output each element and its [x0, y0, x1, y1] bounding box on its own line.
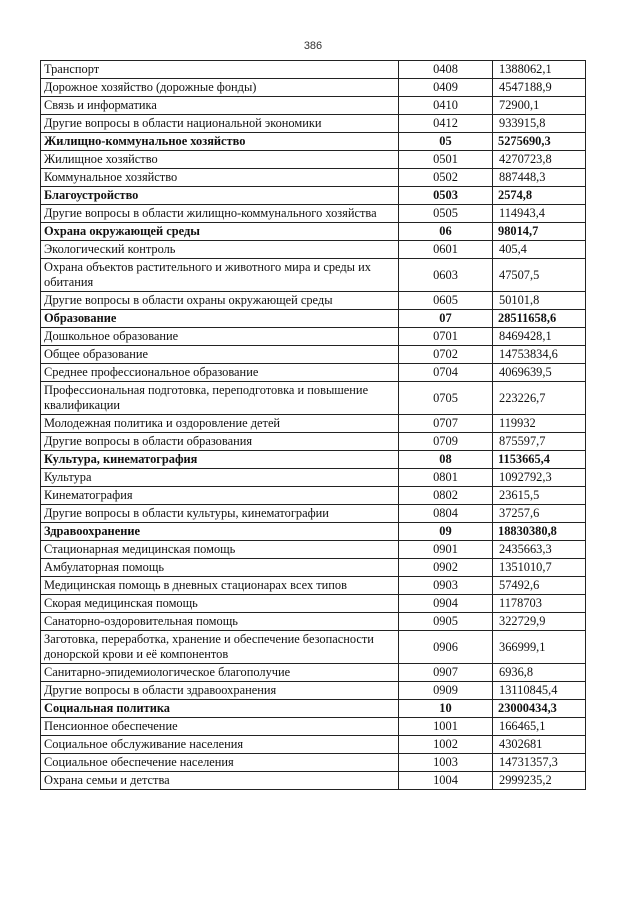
- row-code-cell: 0412: [399, 115, 493, 133]
- section-row: [41, 133, 586, 151]
- row-code-cell: 0701: [399, 328, 493, 346]
- table-row: [41, 115, 586, 133]
- row-name-cell: Другие вопросы в области образования: [41, 433, 399, 451]
- row-amount-cell: 50101,8: [493, 292, 586, 310]
- row-name-cell: Охрана семьи и детства: [41, 772, 399, 790]
- row-name-cell: Образование: [41, 310, 399, 328]
- row-code-cell: 1003: [399, 754, 493, 772]
- row-amount-cell: 72900,1: [493, 97, 586, 115]
- row-amount-cell: 119932: [493, 415, 586, 433]
- section-row: [41, 523, 586, 541]
- row-code-cell: 0410: [399, 97, 493, 115]
- row-amount-cell: 4547188,9: [493, 79, 586, 97]
- row-name-cell: Дорожное хозяйство (дорожные фонды): [41, 79, 399, 97]
- table-row: [41, 754, 586, 772]
- table-row: [41, 469, 586, 487]
- table-row: [41, 61, 586, 79]
- budget-table: [40, 60, 586, 790]
- row-code-cell: 0709: [399, 433, 493, 451]
- row-code-cell: 0505: [399, 205, 493, 223]
- table-row: [41, 487, 586, 505]
- row-amount-cell: 5275690,3: [493, 133, 586, 151]
- table-row: [41, 328, 586, 346]
- table-row: [41, 97, 586, 115]
- row-name-cell: Среднее профессиональное образование: [41, 364, 399, 382]
- row-name-cell: Кинематография: [41, 487, 399, 505]
- table-row: [41, 664, 586, 682]
- table-row: [41, 433, 586, 451]
- table-row: [41, 79, 586, 97]
- row-amount-cell: 47507,5: [493, 259, 586, 292]
- row-amount-cell: 28511658,6: [493, 310, 586, 328]
- row-code-cell: 0503: [399, 187, 493, 205]
- row-code-cell: 0409: [399, 79, 493, 97]
- row-amount-cell: 405,4: [493, 241, 586, 259]
- row-amount-cell: 23615,5: [493, 487, 586, 505]
- table-row: [41, 541, 586, 559]
- table-row: [41, 718, 586, 736]
- row-amount-cell: 1178703: [493, 595, 586, 613]
- row-name-cell: Медицинская помощь в дневных стационарах всех типов: [41, 577, 399, 595]
- section-row: [41, 187, 586, 205]
- row-name-cell: Пенсионное обеспечение: [41, 718, 399, 736]
- table-row: [41, 364, 586, 382]
- row-code-cell: 0901: [399, 541, 493, 559]
- row-name-cell: Санитарно-эпидемиологическое благополучие: [41, 664, 399, 682]
- row-amount-cell: 1092792,3: [493, 469, 586, 487]
- row-amount-cell: 1388062,1: [493, 61, 586, 79]
- row-name-cell: Другие вопросы в области здравоохранения: [41, 682, 399, 700]
- row-name-cell: Общее образование: [41, 346, 399, 364]
- row-amount-cell: 2435663,3: [493, 541, 586, 559]
- budget-table-body: [41, 61, 586, 790]
- row-amount-cell: 14731357,3: [493, 754, 586, 772]
- row-name-cell: Социальная политика: [41, 700, 399, 718]
- row-amount-cell: 166465,1: [493, 718, 586, 736]
- table-row: [41, 772, 586, 790]
- row-amount-cell: 114943,4: [493, 205, 586, 223]
- row-name-cell: Дошкольное образование: [41, 328, 399, 346]
- row-amount-cell: 2574,8: [493, 187, 586, 205]
- row-name-cell: Санаторно-оздоровительная помощь: [41, 613, 399, 631]
- row-amount-cell: 18830380,8: [493, 523, 586, 541]
- row-code-cell: 0903: [399, 577, 493, 595]
- row-amount-cell: 875597,7: [493, 433, 586, 451]
- table-row: [41, 292, 586, 310]
- row-code-cell: 05: [399, 133, 493, 151]
- table-row: [41, 169, 586, 187]
- table-row: [41, 382, 586, 415]
- table-row: [41, 415, 586, 433]
- row-name-cell: Социальное обслуживание населения: [41, 736, 399, 754]
- page-number: 386: [303, 40, 323, 52]
- row-code-cell: 0802: [399, 487, 493, 505]
- row-amount-cell: 14753834,6: [493, 346, 586, 364]
- row-code-cell: 0804: [399, 505, 493, 523]
- row-code-cell: 08: [399, 451, 493, 469]
- row-code-cell: 0501: [399, 151, 493, 169]
- row-code-cell: 0907: [399, 664, 493, 682]
- row-amount-cell: 8469428,1: [493, 328, 586, 346]
- table-row: [41, 151, 586, 169]
- row-amount-cell: 1153665,4: [493, 451, 586, 469]
- row-amount-cell: 98014,7: [493, 223, 586, 241]
- row-code-cell: 1001: [399, 718, 493, 736]
- row-name-cell: Жилищно-коммунальное хозяйство: [41, 133, 399, 151]
- row-amount-cell: 366999,1: [493, 631, 586, 664]
- row-name-cell: Профессиональная подготовка, переподготовка и повышение квалификации: [41, 382, 399, 415]
- table-row: [41, 346, 586, 364]
- row-name-cell: Другие вопросы в области охраны окружающей среды: [41, 292, 399, 310]
- row-name-cell: Благоустройство: [41, 187, 399, 205]
- row-code-cell: 0906: [399, 631, 493, 664]
- row-name-cell: Амбулаторная помощь: [41, 559, 399, 577]
- row-code-cell: 0603: [399, 259, 493, 292]
- row-amount-cell: 4270723,8: [493, 151, 586, 169]
- row-code-cell: 0905: [399, 613, 493, 631]
- row-amount-cell: 2999235,2: [493, 772, 586, 790]
- row-name-cell: Молодежная политика и оздоровление детей: [41, 415, 399, 433]
- table-row: [41, 613, 586, 631]
- row-code-cell: 06: [399, 223, 493, 241]
- row-name-cell: Жилищное хозяйство: [41, 151, 399, 169]
- row-code-cell: 0902: [399, 559, 493, 577]
- row-code-cell: 0408: [399, 61, 493, 79]
- row-amount-cell: 4069639,5: [493, 364, 586, 382]
- row-code-cell: 0702: [399, 346, 493, 364]
- row-amount-cell: 887448,3: [493, 169, 586, 187]
- row-name-cell: Транспорт: [41, 61, 399, 79]
- row-code-cell: 0605: [399, 292, 493, 310]
- row-name-cell: Коммунальное хозяйство: [41, 169, 399, 187]
- row-name-cell: Заготовка, переработка, хранение и обеспечение безопасности донорской крови и её компонентов: [41, 631, 399, 664]
- row-amount-cell: 1351010,7: [493, 559, 586, 577]
- table-row: [41, 259, 586, 292]
- section-row: [41, 310, 586, 328]
- row-name-cell: Другие вопросы в области жилищно-коммунального хозяйства: [41, 205, 399, 223]
- row-code-cell: 1004: [399, 772, 493, 790]
- row-name-cell: Культура, кинематография: [41, 451, 399, 469]
- row-amount-cell: 13110845,4: [493, 682, 586, 700]
- row-name-cell: Другие вопросы в области национальной экономики: [41, 115, 399, 133]
- row-amount-cell: 6936,8: [493, 664, 586, 682]
- row-name-cell: Охрана окружающей среды: [41, 223, 399, 241]
- table-row: [41, 682, 586, 700]
- section-row: [41, 451, 586, 469]
- row-code-cell: 0909: [399, 682, 493, 700]
- row-amount-cell: 933915,8: [493, 115, 586, 133]
- row-name-cell: Культура: [41, 469, 399, 487]
- row-name-cell: Связь и информатика: [41, 97, 399, 115]
- row-amount-cell: 57492,6: [493, 577, 586, 595]
- row-code-cell: 1002: [399, 736, 493, 754]
- row-amount-cell: 322729,9: [493, 613, 586, 631]
- row-amount-cell: 4302681: [493, 736, 586, 754]
- row-name-cell: Экологический контроль: [41, 241, 399, 259]
- table-row: [41, 595, 586, 613]
- row-code-cell: 0704: [399, 364, 493, 382]
- row-amount-cell: 37257,6: [493, 505, 586, 523]
- row-code-cell: 0904: [399, 595, 493, 613]
- row-name-cell: Стационарная медицинская помощь: [41, 541, 399, 559]
- table-row: [41, 505, 586, 523]
- row-code-cell: 0801: [399, 469, 493, 487]
- table-row: [41, 577, 586, 595]
- row-code-cell: 0601: [399, 241, 493, 259]
- section-row: [41, 223, 586, 241]
- row-name-cell: Охрана объектов растительного и животного мира и среды их обитания: [41, 259, 399, 292]
- row-name-cell: Другие вопросы в области культуры, кинематографии: [41, 505, 399, 523]
- table-row: [41, 736, 586, 754]
- section-row: [41, 700, 586, 718]
- row-amount-cell: 223226,7: [493, 382, 586, 415]
- row-code-cell: 10: [399, 700, 493, 718]
- row-name-cell: Здравоохранение: [41, 523, 399, 541]
- table-row: [41, 559, 586, 577]
- row-code-cell: 07: [399, 310, 493, 328]
- table-row: [41, 241, 586, 259]
- table-row: [41, 631, 586, 664]
- row-code-cell: 0705: [399, 382, 493, 415]
- row-code-cell: 09: [399, 523, 493, 541]
- table-row: [41, 205, 586, 223]
- row-code-cell: 0502: [399, 169, 493, 187]
- row-code-cell: 0707: [399, 415, 493, 433]
- row-name-cell: Скорая медицинская помощь: [41, 595, 399, 613]
- row-name-cell: Социальное обеспечение населения: [41, 754, 399, 772]
- row-amount-cell: 23000434,3: [493, 700, 586, 718]
